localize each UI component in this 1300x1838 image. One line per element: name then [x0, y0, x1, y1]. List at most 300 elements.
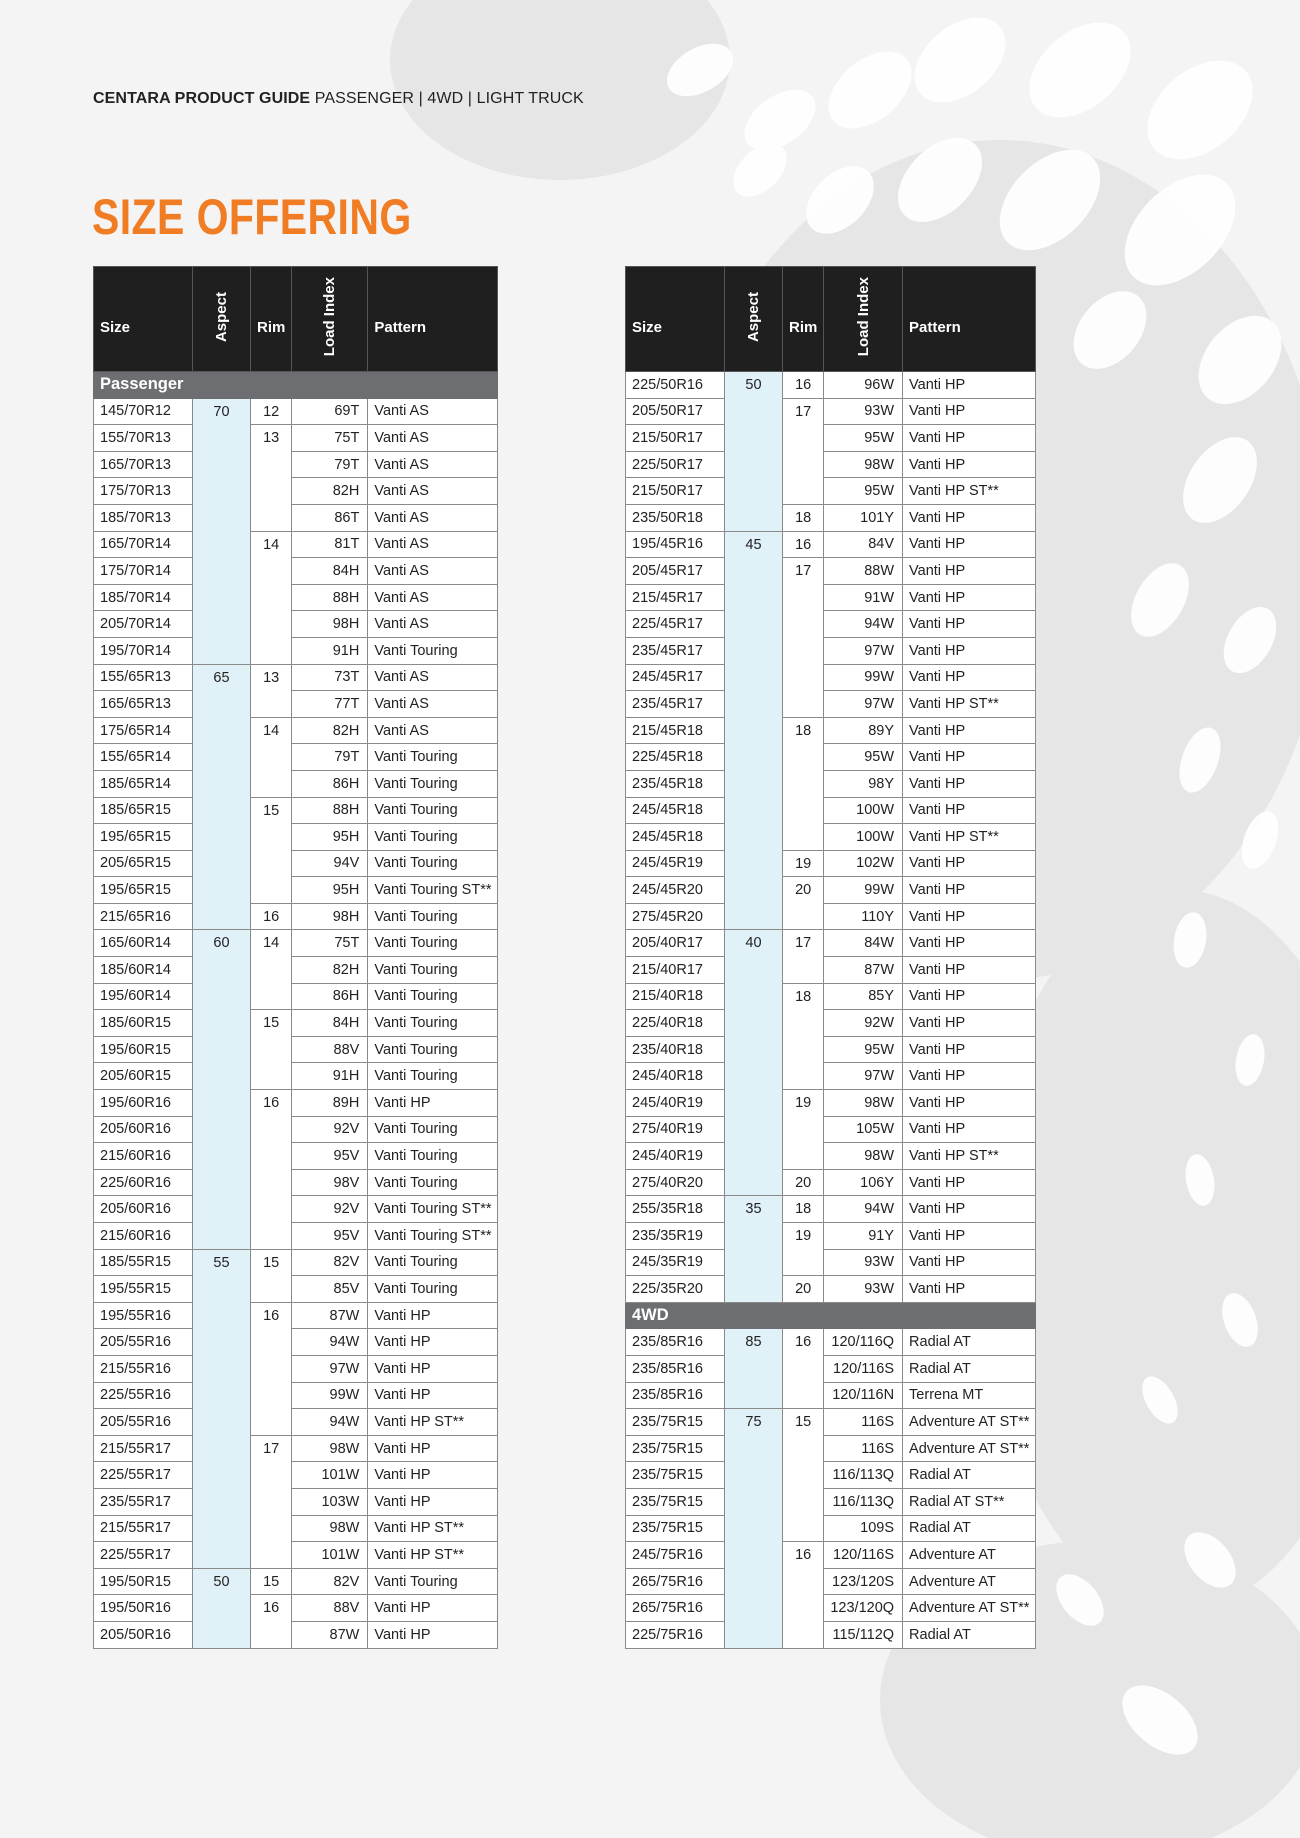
load-index-cell: 120/116S	[824, 1355, 903, 1382]
size-cell: 165/60R14	[94, 930, 193, 957]
table-row	[626, 1090, 1036, 1117]
size-cell: 225/75R16	[626, 1621, 725, 1648]
pattern-cell: Vanti HP	[903, 1036, 1036, 1063]
size-cell: 205/60R15	[94, 1063, 193, 1090]
pattern-cell: Vanti HP	[903, 930, 1036, 957]
pattern-cell: Vanti HP	[903, 877, 1036, 904]
size-cell: 245/40R18	[626, 1063, 725, 1090]
size-cell: 235/50R18	[626, 504, 725, 531]
load-index-cell: 88H	[292, 584, 368, 611]
header-subtitle: PASSENGER | 4WD | LIGHT TRUCK	[314, 90, 584, 107]
size-cell: 215/45R17	[626, 584, 725, 611]
load-index-cell: 73T	[292, 664, 368, 691]
load-index-cell: 95W	[824, 478, 903, 505]
size-cell: 275/40R19	[626, 1116, 725, 1143]
size-cell: 185/60R14	[94, 957, 193, 984]
pattern-cell: Vanti HP	[368, 1621, 498, 1648]
table-row	[94, 1063, 498, 1090]
table-row	[626, 1063, 1036, 1090]
aspect-cell: 35	[725, 1196, 783, 1302]
size-cell: 245/45R20	[626, 877, 725, 904]
table-row	[94, 1382, 498, 1409]
pattern-cell: Vanti HP	[903, 797, 1036, 824]
col-header-aspect: Aspect	[193, 267, 251, 372]
pattern-cell: Vanti HP	[903, 637, 1036, 664]
size-cell: 215/45R18	[626, 717, 725, 744]
size-cell: 165/65R13	[94, 691, 193, 718]
pattern-cell: Vanti HP	[903, 770, 1036, 797]
table-row	[626, 903, 1036, 930]
aspect-cell: 60	[193, 930, 251, 1249]
pattern-cell: Vanti HP	[368, 1488, 498, 1515]
load-index-cell: 120/116S	[824, 1542, 903, 1569]
col-header-load-index: Load Index	[292, 267, 368, 372]
size-cell: 195/60R14	[94, 983, 193, 1010]
load-index-cell: 86H	[292, 770, 368, 797]
pattern-cell: Adventure AT ST**	[903, 1595, 1036, 1622]
load-index-cell: 98W	[292, 1435, 368, 1462]
pattern-cell: Vanti HP	[903, 1223, 1036, 1250]
size-cell: 195/70R14	[94, 637, 193, 664]
load-index-cell: 87W	[824, 957, 903, 984]
load-index-cell: 82H	[292, 478, 368, 505]
rim-cell: 19	[783, 1223, 824, 1276]
load-index-cell: 84H	[292, 1010, 368, 1037]
load-index-cell: 88V	[292, 1595, 368, 1622]
table-row	[626, 1169, 1036, 1196]
aspect-cell: 45	[725, 531, 783, 930]
load-index-cell: 98W	[824, 451, 903, 478]
table-row	[626, 691, 1036, 718]
pattern-cell: Radial AT	[903, 1462, 1036, 1489]
table-row	[94, 1036, 498, 1063]
load-index-cell: 95W	[824, 1036, 903, 1063]
size-cell: 185/65R14	[94, 770, 193, 797]
table-row	[626, 770, 1036, 797]
pattern-cell: Vanti Touring	[368, 930, 498, 957]
size-cell: 205/45R17	[626, 558, 725, 585]
table-row	[626, 398, 1036, 425]
table-row	[626, 451, 1036, 478]
size-cell: 155/65R14	[94, 744, 193, 771]
load-index-cell: 91H	[292, 637, 368, 664]
table-row	[626, 930, 1036, 957]
load-index-cell: 110Y	[824, 903, 903, 930]
size-cell: 235/85R16	[626, 1329, 725, 1356]
pattern-cell: Vanti Touring	[368, 824, 498, 851]
load-index-cell: 82H	[292, 717, 368, 744]
pattern-cell: Adventure AT ST**	[903, 1435, 1036, 1462]
size-cell: 205/60R16	[94, 1116, 193, 1143]
rim-cell: 16	[783, 1542, 824, 1648]
pattern-cell: Vanti AS	[368, 664, 498, 691]
table-row	[94, 558, 498, 585]
rim-cell: 17	[783, 930, 824, 983]
size-cell: 205/50R17	[626, 398, 725, 425]
table-row	[94, 930, 498, 957]
size-cell: 235/35R19	[626, 1223, 725, 1250]
table-row	[626, 1196, 1036, 1223]
rim-cell: 15	[783, 1409, 824, 1542]
pattern-cell: Adventure AT	[903, 1542, 1036, 1569]
load-index-cell: 84H	[292, 558, 368, 585]
col-header-rim: Rim	[251, 267, 292, 372]
size-cell: 215/65R16	[94, 903, 193, 930]
load-index-cell: 88H	[292, 797, 368, 824]
load-index-cell: 95V	[292, 1223, 368, 1250]
rim-cell: 14	[251, 717, 292, 797]
pattern-cell: Vanti HP	[903, 1276, 1036, 1303]
load-index-cell: 91W	[824, 584, 903, 611]
table-row	[94, 531, 498, 558]
size-cell: 235/45R17	[626, 637, 725, 664]
size-cell: 185/55R15	[94, 1249, 193, 1276]
pattern-cell: Radial AT ST**	[903, 1488, 1036, 1515]
load-index-cell: 86T	[292, 504, 368, 531]
table-row	[626, 1116, 1036, 1143]
table-row	[626, 1488, 1036, 1515]
rim-cell: 13	[251, 425, 292, 531]
table-row	[94, 1169, 498, 1196]
pattern-cell: Vanti Touring ST**	[368, 1196, 498, 1223]
rim-cell: 18	[783, 983, 824, 1089]
size-cell: 215/55R17	[94, 1515, 193, 1542]
page-title: SIZE OFFERING	[92, 189, 412, 245]
pattern-cell: Radial AT	[903, 1355, 1036, 1382]
size-cell: 205/70R14	[94, 611, 193, 638]
table-row	[94, 1515, 498, 1542]
size-cell: 245/75R16	[626, 1542, 725, 1569]
pattern-cell: Vanti HP	[903, 451, 1036, 478]
load-index-cell: 97W	[824, 1063, 903, 1090]
load-index-cell: 92W	[824, 1010, 903, 1037]
size-cell: 235/75R15	[626, 1488, 725, 1515]
pattern-cell: Vanti Touring	[368, 1276, 498, 1303]
table-row	[94, 1409, 498, 1436]
pattern-cell: Vanti Touring	[368, 903, 498, 930]
pattern-cell: Vanti HP	[903, 664, 1036, 691]
load-index-cell: 120/116N	[824, 1382, 903, 1409]
table-row	[94, 1249, 498, 1276]
pattern-cell: Vanti HP ST**	[368, 1515, 498, 1542]
load-index-cell: 99W	[824, 877, 903, 904]
table-row	[626, 1595, 1036, 1622]
rim-cell: 18	[783, 717, 824, 850]
pattern-cell: Vanti HP ST**	[903, 1143, 1036, 1170]
load-index-cell: 115/112Q	[824, 1621, 903, 1648]
aspect-cell: 65	[193, 664, 251, 930]
table-row	[626, 425, 1036, 452]
pattern-cell: Radial AT	[903, 1621, 1036, 1648]
pattern-cell: Vanti HP	[903, 983, 1036, 1010]
size-cell: 225/55R16	[94, 1382, 193, 1409]
size-cell: 225/45R18	[626, 744, 725, 771]
table-row	[94, 398, 498, 425]
load-index-cell: 95H	[292, 824, 368, 851]
col-header-size: Size	[94, 267, 193, 372]
table-row	[626, 558, 1036, 585]
table-row	[94, 877, 498, 904]
pattern-cell: Vanti HP	[903, 584, 1036, 611]
table-row	[94, 770, 498, 797]
load-index-cell: 95W	[824, 744, 903, 771]
load-index-cell: 101Y	[824, 504, 903, 531]
size-cell: 235/45R18	[626, 770, 725, 797]
pattern-cell: Vanti HP	[903, 1249, 1036, 1276]
pattern-cell: Vanti HP	[903, 425, 1036, 452]
table-row	[94, 1488, 498, 1515]
load-index-cell: 92V	[292, 1116, 368, 1143]
table-row	[626, 504, 1036, 531]
size-cell: 245/45R18	[626, 824, 725, 851]
pattern-cell: Vanti HP	[903, 504, 1036, 531]
pattern-cell: Vanti HP ST**	[903, 691, 1036, 718]
rim-cell: 16	[251, 1302, 292, 1435]
load-index-cell: 82V	[292, 1249, 368, 1276]
pattern-cell: Vanti HP	[903, 850, 1036, 877]
table-row	[94, 584, 498, 611]
load-index-cell: 105W	[824, 1116, 903, 1143]
pattern-cell: Vanti HP	[903, 903, 1036, 930]
pattern-cell: Vanti HP	[368, 1595, 498, 1622]
pattern-cell: Vanti HP	[903, 1196, 1036, 1223]
rim-cell: 14	[251, 531, 292, 664]
pattern-cell: Vanti AS	[368, 398, 498, 425]
table-row	[94, 797, 498, 824]
pattern-cell: Vanti HP	[368, 1090, 498, 1117]
size-cell: 245/40R19	[626, 1143, 725, 1170]
table-row	[626, 1515, 1036, 1542]
size-cell: 175/65R14	[94, 717, 193, 744]
section-label: Passenger	[94, 372, 498, 399]
load-index-cell: 96W	[824, 372, 903, 399]
load-index-cell: 94W	[292, 1409, 368, 1436]
size-cell: 205/60R16	[94, 1196, 193, 1223]
pattern-cell: Vanti HP	[368, 1329, 498, 1356]
table-row	[94, 1435, 498, 1462]
pattern-cell: Vanti Touring	[368, 797, 498, 824]
table-row	[94, 451, 498, 478]
pattern-cell: Vanti HP	[903, 531, 1036, 558]
table-row	[626, 1143, 1036, 1170]
load-index-cell: 94W	[292, 1329, 368, 1356]
load-index-cell: 95H	[292, 877, 368, 904]
load-index-cell: 79T	[292, 744, 368, 771]
pattern-cell: Vanti AS	[368, 531, 498, 558]
table-row	[94, 504, 498, 531]
rim-cell: 17	[251, 1435, 292, 1568]
header-brand: CENTARA PRODUCT GUIDE	[93, 90, 311, 107]
load-index-cell: 95V	[292, 1143, 368, 1170]
pattern-cell: Vanti Touring	[368, 850, 498, 877]
pattern-cell: Vanti Touring	[368, 744, 498, 771]
size-cell: 235/75R15	[626, 1515, 725, 1542]
table-row	[94, 637, 498, 664]
rim-cell: 20	[783, 877, 824, 930]
pattern-cell: Vanti AS	[368, 504, 498, 531]
load-index-cell: 98H	[292, 611, 368, 638]
load-index-cell: 81T	[292, 531, 368, 558]
load-index-cell: 99W	[292, 1382, 368, 1409]
section-label: 4WD	[626, 1302, 1036, 1329]
load-index-cell: 97W	[292, 1355, 368, 1382]
col-header-size: Size	[626, 267, 725, 372]
table-row	[626, 824, 1036, 851]
pattern-cell: Vanti Touring	[368, 983, 498, 1010]
table-row	[94, 1621, 498, 1648]
size-cell: 245/35R19	[626, 1249, 725, 1276]
pattern-cell: Vanti Touring	[368, 1249, 498, 1276]
size-cell: 155/70R13	[94, 425, 193, 452]
load-index-cell: 101W	[292, 1462, 368, 1489]
rim-cell: 14	[251, 930, 292, 1010]
table-row	[626, 584, 1036, 611]
col-header-pattern: Pattern	[903, 267, 1036, 372]
size-cell: 185/60R15	[94, 1010, 193, 1037]
table-row	[94, 691, 498, 718]
col-header-aspect: Aspect	[725, 267, 783, 372]
size-cell: 215/50R17	[626, 478, 725, 505]
table-row	[626, 1223, 1036, 1250]
size-cell: 225/50R16	[626, 372, 725, 399]
size-cell: 205/55R16	[94, 1409, 193, 1436]
size-cell: 255/35R18	[626, 1196, 725, 1223]
aspect-cell: 75	[725, 1409, 783, 1648]
pattern-cell: Vanti HP	[903, 558, 1036, 585]
pattern-cell: Vanti Touring	[368, 1063, 498, 1090]
table-row	[94, 850, 498, 877]
size-cell: 195/50R16	[94, 1595, 193, 1622]
table-row	[626, 478, 1036, 505]
table-row	[626, 1568, 1036, 1595]
table-row	[94, 1276, 498, 1303]
load-index-cell: 75T	[292, 930, 368, 957]
load-index-cell: 116S	[824, 1435, 903, 1462]
pattern-cell: Adventure AT	[903, 1568, 1036, 1595]
pattern-cell: Vanti Touring	[368, 957, 498, 984]
rim-cell: 16	[251, 903, 292, 930]
pattern-cell: Vanti HP	[368, 1382, 498, 1409]
load-index-cell: 98Y	[824, 770, 903, 797]
size-cell: 235/40R18	[626, 1036, 725, 1063]
table-row	[626, 637, 1036, 664]
load-index-cell: 100W	[824, 797, 903, 824]
pattern-cell: Vanti Touring ST**	[368, 1223, 498, 1250]
table-row	[626, 877, 1036, 904]
table-row	[626, 372, 1036, 399]
size-cell: 225/55R17	[94, 1462, 193, 1489]
table-row	[626, 717, 1036, 744]
table-row	[94, 957, 498, 984]
size-cell: 195/60R16	[94, 1090, 193, 1117]
size-cell: 205/40R17	[626, 930, 725, 957]
table-row	[626, 664, 1036, 691]
size-cell: 195/65R15	[94, 824, 193, 851]
aspect-cell: 85	[725, 1329, 783, 1409]
pattern-cell: Vanti AS	[368, 558, 498, 585]
rim-cell: 17	[783, 558, 824, 718]
load-index-cell: 94V	[292, 850, 368, 877]
size-cell: 185/70R14	[94, 584, 193, 611]
col-header-load-index: Load Index	[824, 267, 903, 372]
pattern-cell: Vanti HP	[368, 1435, 498, 1462]
load-index-cell: 116S	[824, 1409, 903, 1436]
table-row	[94, 425, 498, 452]
pattern-cell: Vanti HP	[903, 1010, 1036, 1037]
size-cell: 275/40R20	[626, 1169, 725, 1196]
load-index-cell: 101W	[292, 1542, 368, 1569]
rim-cell: 15	[251, 1249, 292, 1302]
load-index-cell: 79T	[292, 451, 368, 478]
aspect-cell: 40	[725, 930, 783, 1196]
table-row	[626, 1435, 1036, 1462]
pattern-cell: Vanti HP	[368, 1355, 498, 1382]
load-index-cell: 75T	[292, 425, 368, 452]
pattern-cell: Vanti HP ST**	[368, 1409, 498, 1436]
load-index-cell: 102W	[824, 850, 903, 877]
size-cell: 225/40R18	[626, 1010, 725, 1037]
pattern-cell: Vanti HP ST**	[368, 1542, 498, 1569]
load-index-cell: 94W	[824, 611, 903, 638]
load-index-cell: 82H	[292, 957, 368, 984]
size-cell: 225/45R17	[626, 611, 725, 638]
rim-cell: 15	[251, 797, 292, 903]
load-index-cell: 92V	[292, 1196, 368, 1223]
pattern-cell: Vanti HP ST**	[903, 824, 1036, 851]
size-cell: 225/35R20	[626, 1276, 725, 1303]
size-cell: 215/50R17	[626, 425, 725, 452]
table-row	[626, 1010, 1036, 1037]
rim-cell: 19	[783, 850, 824, 877]
size-cell: 245/45R19	[626, 850, 725, 877]
rim-cell: 13	[251, 664, 292, 717]
table-row	[94, 1143, 498, 1170]
table-row	[626, 797, 1036, 824]
table-row	[626, 1276, 1036, 1303]
pattern-cell: Vanti Touring	[368, 1036, 498, 1063]
table-row	[626, 1542, 1036, 1569]
load-index-cell: 98W	[292, 1515, 368, 1542]
table-row	[94, 903, 498, 930]
size-cell: 195/60R15	[94, 1036, 193, 1063]
load-index-cell: 86H	[292, 983, 368, 1010]
load-index-cell: 88V	[292, 1036, 368, 1063]
size-cell: 205/50R16	[94, 1621, 193, 1648]
rim-cell: 19	[783, 1090, 824, 1170]
table-row	[626, 1355, 1036, 1382]
load-index-cell: 93W	[824, 398, 903, 425]
rim-cell: 18	[783, 504, 824, 531]
size-cell: 205/65R15	[94, 850, 193, 877]
table-row	[94, 1568, 498, 1595]
rim-cell: 20	[783, 1169, 824, 1196]
load-index-cell: 94W	[824, 1196, 903, 1223]
pattern-cell: Adventure AT ST**	[903, 1409, 1036, 1436]
size-cell: 265/75R16	[626, 1595, 725, 1622]
pattern-cell: Radial AT	[903, 1515, 1036, 1542]
load-index-cell: 98H	[292, 903, 368, 930]
load-index-cell: 87W	[292, 1302, 368, 1329]
load-index-cell: 98V	[292, 1169, 368, 1196]
table-row	[94, 1196, 498, 1223]
aspect-cell: 70	[193, 398, 251, 664]
size-cell: 195/55R16	[94, 1302, 193, 1329]
pattern-cell: Vanti Touring	[368, 1568, 498, 1595]
aspect-cell: 50	[725, 372, 783, 532]
table-row	[626, 1462, 1036, 1489]
table-row	[626, 1036, 1036, 1063]
rim-cell: 17	[783, 398, 824, 504]
